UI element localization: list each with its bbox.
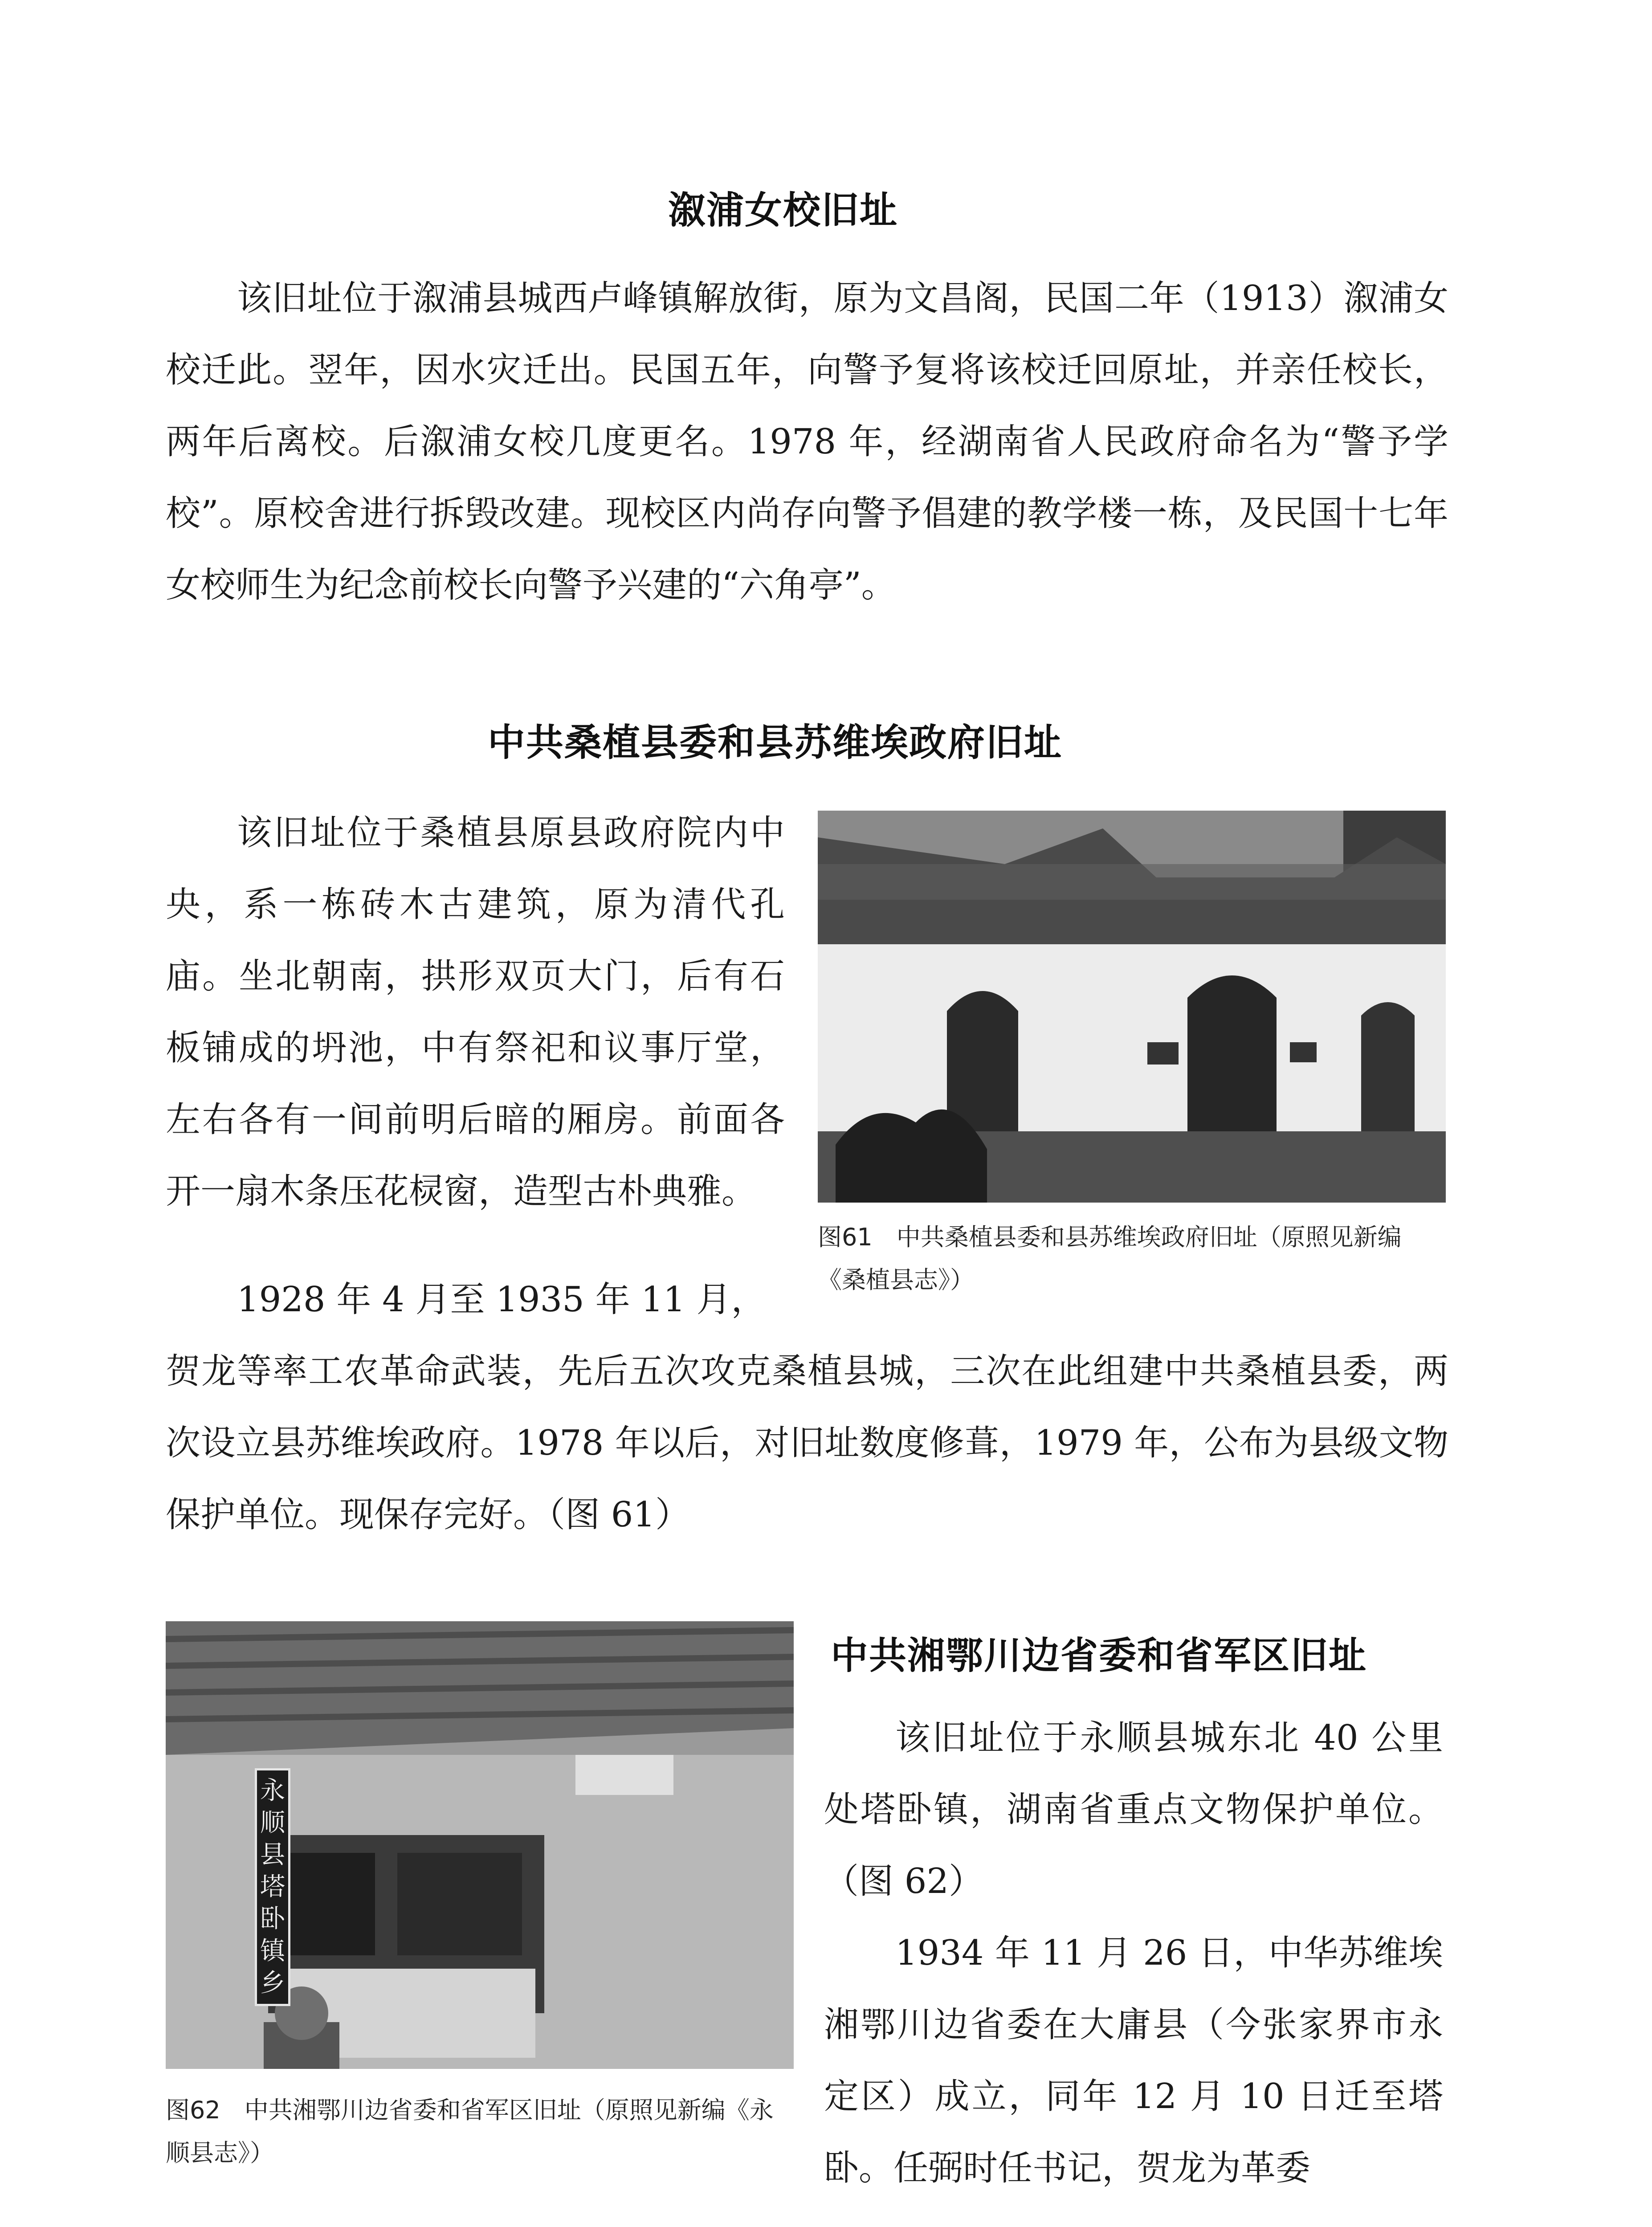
photo-sangzhi-old-site — [818, 811, 1446, 1203]
section-body-sangzhi-para2: 贺龙等率工农革命武装，先后五次攻克桑植县城，三次在此组建中共桑植县委，两次设立县苏维埃政府。1978 年以后，对旧址数度修葺，1979 年，公布为县级文物保护单位。现保存完好。（图 61） — [166, 1351, 1448, 1535]
section-body-xiangechuan-para1: 该旧址位于永顺县城东北 40 公里处塔卧镇，湖南省重点文物保护单位。（图 62） — [824, 1718, 1443, 1901]
section-title-xiangechuan-committee: 中共湘鄂川边省委和省军区旧址 — [831, 1634, 1367, 1677]
section-title-sangzhi-committee: 中共桑植县委和县苏维埃政府旧址 — [488, 721, 1063, 764]
section-body-sangzhi-para2-start: 1928 年 4 月至 1935 年 11 月， — [237, 1280, 766, 1320]
section-title-xupu-girls-school: 溆浦女校旧址 — [668, 188, 898, 232]
photo-xiangechuan-old-site — [166, 1621, 794, 2069]
figure-61-caption: 图61 中共桑植县委和县苏维埃政府旧址（原照见新编《桑植县志》） — [818, 1223, 1402, 1294]
section-body-xupu-girls-school: 该旧址位于溆浦县城西卢峰镇解放街，原为文昌阁，民国二年（1913）溆浦女校迁此。翌年，因水灾迁出。民国五年，向警予复将该校迁回原址，并亲任校长，两年后离校。后溆浦女校几度更名。1978 年，经湖南省人民政府命名为“警予学校”。原校舍进行拆毁改建。现校区内尚存向警予倡建的教学楼一栋，及民国十七年女校师生为纪念前校长向警予兴建的“六角亭”。 — [166, 278, 1448, 605]
section-body-xiangechuan-para2: 1934 年 11 月 26 日，中华苏维埃湘鄂川边省委在大庸县（今张家界市永定区）成立，同年 12 月 10 日迁至塔卧。任弼时任书记，贺龙为革委 — [824, 1933, 1443, 2188]
figure-62-caption: 图62 中共湘鄂川边省委和省军区旧址（原照见新编《永顺县志》） — [166, 2096, 774, 2167]
section-body-sangzhi-para1: 该旧址位于桑植县原县政府院内中央，系一栋砖木古建筑，原为清代孔庙。坐北朝南，拱形双页大门，后有石板铺成的坍池，中有祭祀和议事厅堂，左右各有一间前明后暗的厢房。前面各开一扇木条压花棂窗，造型古朴典雅。 — [166, 813, 785, 1211]
photo-sign-plaque: 永顺县塔卧镇乡 — [255, 1768, 290, 2006]
